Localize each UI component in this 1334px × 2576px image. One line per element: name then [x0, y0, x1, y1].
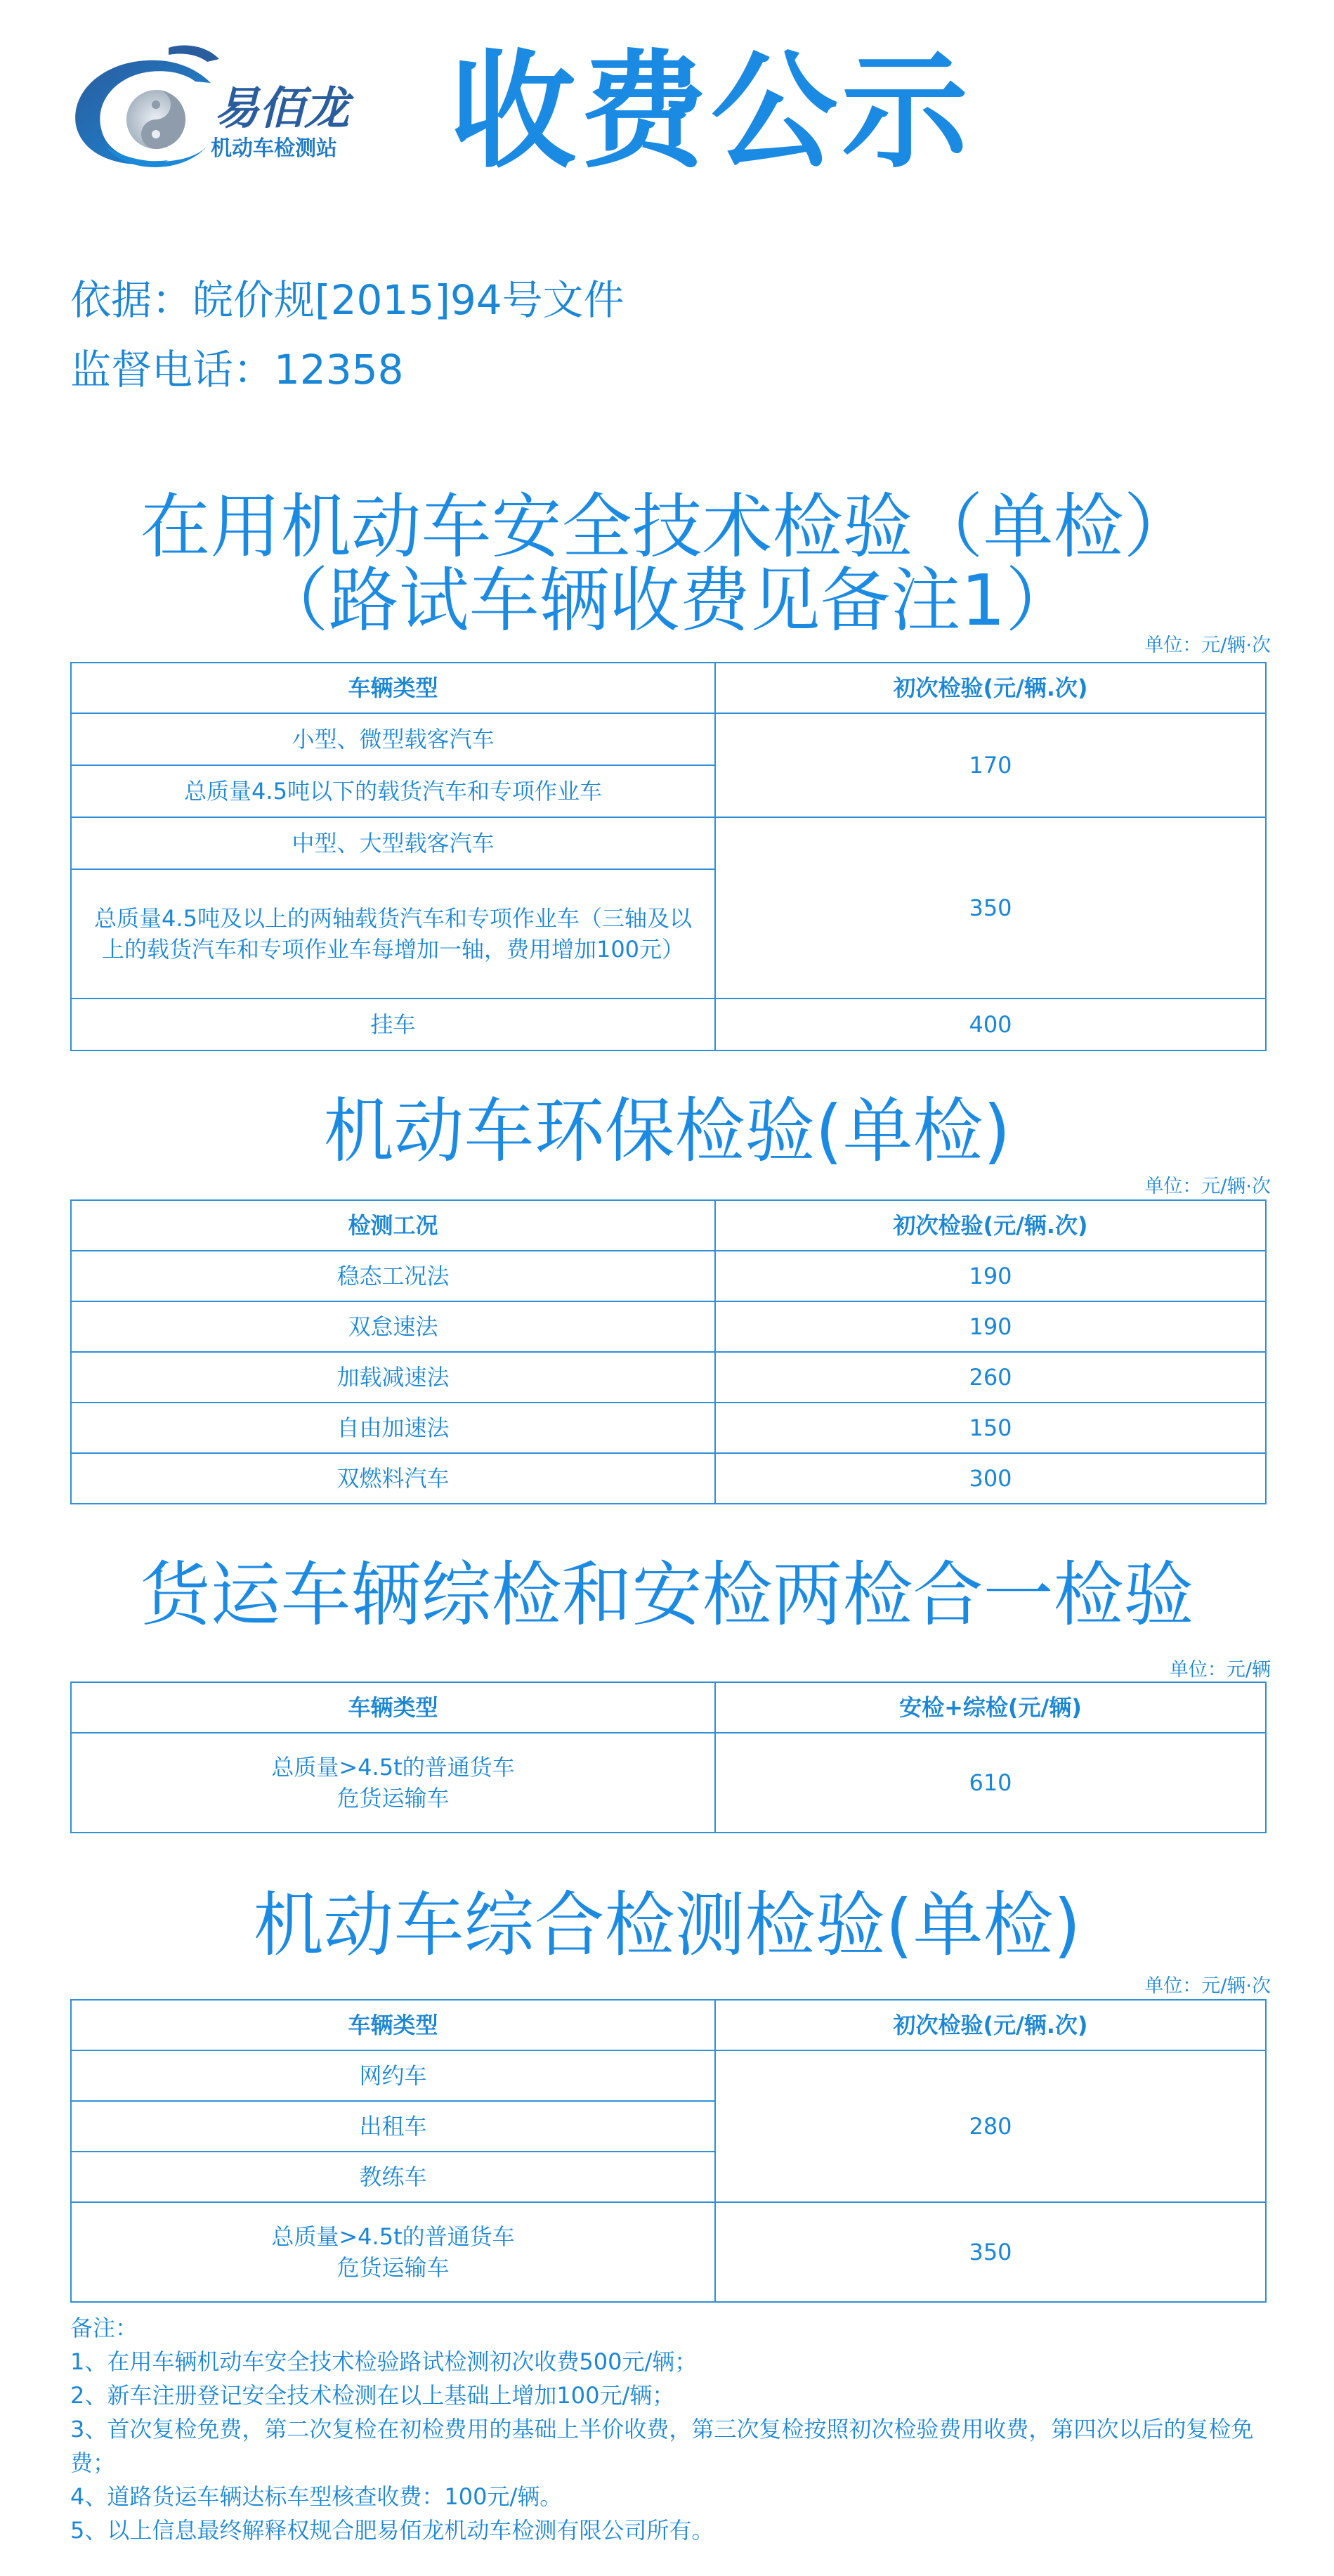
vehicle-type-cell: 挂车 — [71, 998, 715, 1050]
vehicle-type-line: 总质量>4.5t的普通货车 — [271, 1754, 515, 1781]
table-row — [71, 2050, 1266, 2101]
test-condition-cell: 双怠速法 — [71, 1301, 715, 1352]
vehicle-type-line: 危货运输车 — [336, 1785, 450, 1811]
header-combined-price: 安检+综检(元/辆) — [715, 1682, 1266, 1733]
table-row — [71, 817, 1266, 869]
table-row — [71, 1301, 1266, 1352]
header-vehicle-type: 车辆类型 — [71, 663, 715, 713]
price-cell: 150 — [715, 1403, 1266, 1453]
table-row — [71, 1251, 1266, 1301]
section-subtitle-road-test-note: （路试车辆收费见备注1） — [258, 559, 1076, 642]
svg-text:易佰龙: 易佰龙 — [214, 82, 349, 135]
table-header-row — [71, 2000, 1266, 2050]
section-title-combined-inspection: 货运车辆综检和安检两检合一检验 — [140, 1554, 1194, 1636]
vehicle-type-cell: 教练车 — [71, 2152, 715, 2202]
price-cell: 400 — [715, 998, 1266, 1050]
section-title-emission-inspection: 机动车环保检验(单检) — [323, 1090, 1011, 1172]
basis-document: 依据：皖价规[2015]94号文件 — [70, 276, 625, 324]
remark-item: 5、以上信息最终解释权规合肥易佰龙机动车检测有限公司所有。 — [70, 2517, 714, 2544]
table-row — [71, 1453, 1266, 1504]
remark-item: 4、道路货运车辆达标车型核查收费：100元/辆。 — [70, 2483, 563, 2510]
page-title: 收费公示 — [450, 39, 973, 186]
remark-item: 2、新车注册登记安全技术检测在以上基础上增加100元/辆； — [70, 2382, 675, 2409]
combined-inspection-table — [70, 1681, 1267, 1833]
unit-label: 单位：元/辆·次 — [1144, 1975, 1271, 1997]
vehicle-type-cell — [71, 2202, 715, 2302]
safety-inspection-table — [70, 662, 1267, 1051]
header-initial-inspection: 初次检验(元/辆.次) — [715, 2000, 1266, 2050]
price-cell: 170 — [715, 713, 1266, 817]
header-test-condition: 检测工况 — [71, 1200, 715, 1251]
remarks — [70, 2311, 1265, 2547]
unit-label: 单位：元/辆·次 — [1144, 1176, 1271, 1197]
test-condition-cell: 双燃料汽车 — [71, 1453, 715, 1504]
vehicle-type-line: 危货运输车 — [336, 2254, 450, 2281]
table-row — [71, 1352, 1266, 1403]
remark-item: 3、首次复检免费，第二次复检在初检费用的基础上半价收费，第三次复检按照初次检验费用收费，第四次以后的复检免费； — [70, 2416, 1254, 2476]
section-title-comprehensive-inspection: 机动车综合检测检验(单检) — [253, 1884, 1081, 1966]
header-vehicle-type: 车辆类型 — [71, 1682, 715, 1733]
logo-subtitle: 机动车检测站 — [211, 136, 337, 161]
table-row — [71, 1403, 1266, 1453]
header-vehicle-type: 车辆类型 — [71, 2000, 715, 2050]
emission-inspection-table — [70, 1199, 1267, 1504]
vehicle-type-cell: 中型、大型载客汽车 — [71, 817, 715, 869]
section-title-safety-inspection: 在用机动车安全技术检验（单检） — [140, 486, 1194, 568]
vehicle-type-cell: 网约车 — [71, 2050, 715, 2101]
vehicle-type-cell — [71, 1733, 715, 1833]
price-cell: 280 — [715, 2050, 1266, 2202]
remark-item: 1、在用车辆机动车安全技术检验路试检测初次收费500元/辆； — [70, 2348, 698, 2375]
vehicle-type-cell: 总质量4.5吨及以上的两轴载货汽车和专项作业车（三轴及以上的载货汽车和专项作业车每增加一轴，费用增加100元） — [71, 869, 715, 998]
price-cell: 260 — [715, 1352, 1266, 1403]
price-cell: 350 — [715, 817, 1266, 998]
table-row — [71, 713, 1266, 765]
vehicle-type-cell: 总质量4.5吨以下的载货汽车和专项作业车 — [71, 765, 715, 817]
test-condition-cell: 自由加速法 — [71, 1403, 715, 1453]
supervision-phone: 监督电话：12358 — [70, 346, 404, 393]
remarks-heading: 备注： — [70, 2315, 138, 2341]
vehicle-type-cell: 小型、微型载客汽车 — [71, 713, 715, 765]
price-cell: 190 — [715, 1251, 1266, 1301]
test-condition-cell: 加载减速法 — [71, 1352, 715, 1403]
table-row — [71, 998, 1266, 1050]
price-cell: 190 — [715, 1301, 1266, 1352]
table-header-row — [71, 1200, 1266, 1251]
comprehensive-inspection-table — [70, 1999, 1267, 2303]
vehicle-type-line: 总质量>4.5t的普通货车 — [271, 2223, 515, 2250]
test-condition-cell: 稳态工况法 — [71, 1251, 715, 1301]
vehicle-type-cell: 出租车 — [71, 2101, 715, 2152]
table-header-row — [71, 1682, 1266, 1733]
price-cell: 610 — [715, 1733, 1266, 1833]
company-logo — [63, 41, 386, 181]
price-cell: 350 — [715, 2202, 1266, 2302]
table-row — [71, 2202, 1266, 2302]
unit-label: 单位：元/辆 — [1169, 1659, 1271, 1681]
price-cell: 300 — [715, 1453, 1266, 1504]
header-initial-inspection: 初次检验(元/辆.次) — [715, 1200, 1266, 1251]
table-row — [71, 1733, 1266, 1833]
header-initial-inspection: 初次检验(元/辆.次) — [715, 663, 1266, 713]
table-header-row — [71, 663, 1266, 713]
unit-label: 单位：元/辆·次 — [1144, 635, 1271, 656]
